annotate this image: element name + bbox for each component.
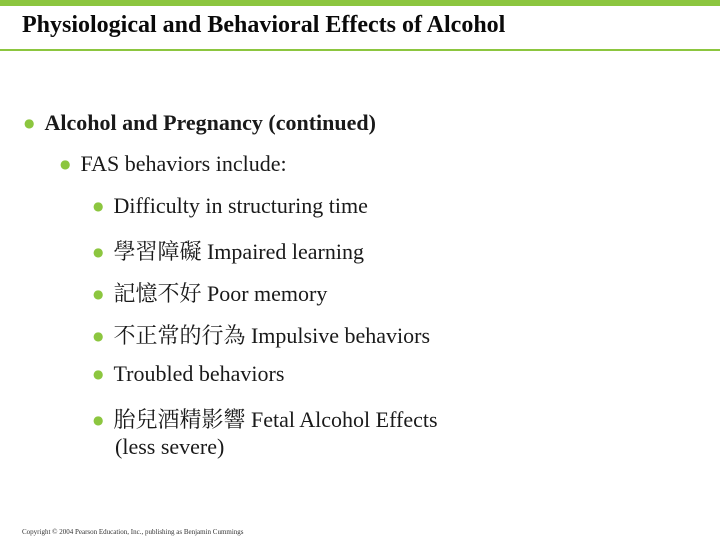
bullet-icon: ● [93, 366, 104, 381]
list-item [93, 193, 368, 219]
bullet-icon: ● [93, 412, 104, 427]
list-item [93, 361, 284, 387]
bullet-heading [24, 110, 376, 136]
list-item-text: Troubled behaviors [113, 361, 285, 386]
bullet-icon: ● [93, 198, 104, 213]
bullet-icon: ● [93, 244, 104, 259]
slide-title: Physiological and Behavioral Effects of Alcohol [22, 12, 506, 38]
list-item-text: 不正常的行為 Impulsive behaviors [113, 323, 431, 348]
list-item [93, 277, 327, 308]
list-item-continuation: (less severe) [115, 434, 225, 459]
heading-text: Alcohol and Pregnancy (continued) [44, 110, 376, 135]
top-accent-bar [0, 0, 720, 6]
list-item-text: 記憶不好 Poor memory [113, 281, 328, 306]
list-item [93, 319, 430, 350]
bullet-icon: ● [93, 286, 104, 301]
bullet-icon: ● [93, 328, 104, 343]
list-item-text: 胎兒酒精影響 Fetal Alcohol Effects [113, 407, 438, 432]
copyright-footer: Copyright © 2004 Pearson Education, Inc., publishing as Benjamin Cummings [22, 528, 244, 536]
list-item-text: 學習障礙 Impaired learning [113, 239, 364, 264]
list-item [93, 403, 438, 434]
list-item [93, 235, 364, 266]
bullet-icon: ● [24, 115, 35, 130]
list-item-text: Difficulty in structuring time [113, 193, 368, 218]
subheading-text: FAS behaviors include: [80, 151, 287, 176]
bullet-icon: ● [60, 156, 71, 171]
bullet-subheading [60, 151, 287, 177]
title-divider [0, 49, 720, 51]
